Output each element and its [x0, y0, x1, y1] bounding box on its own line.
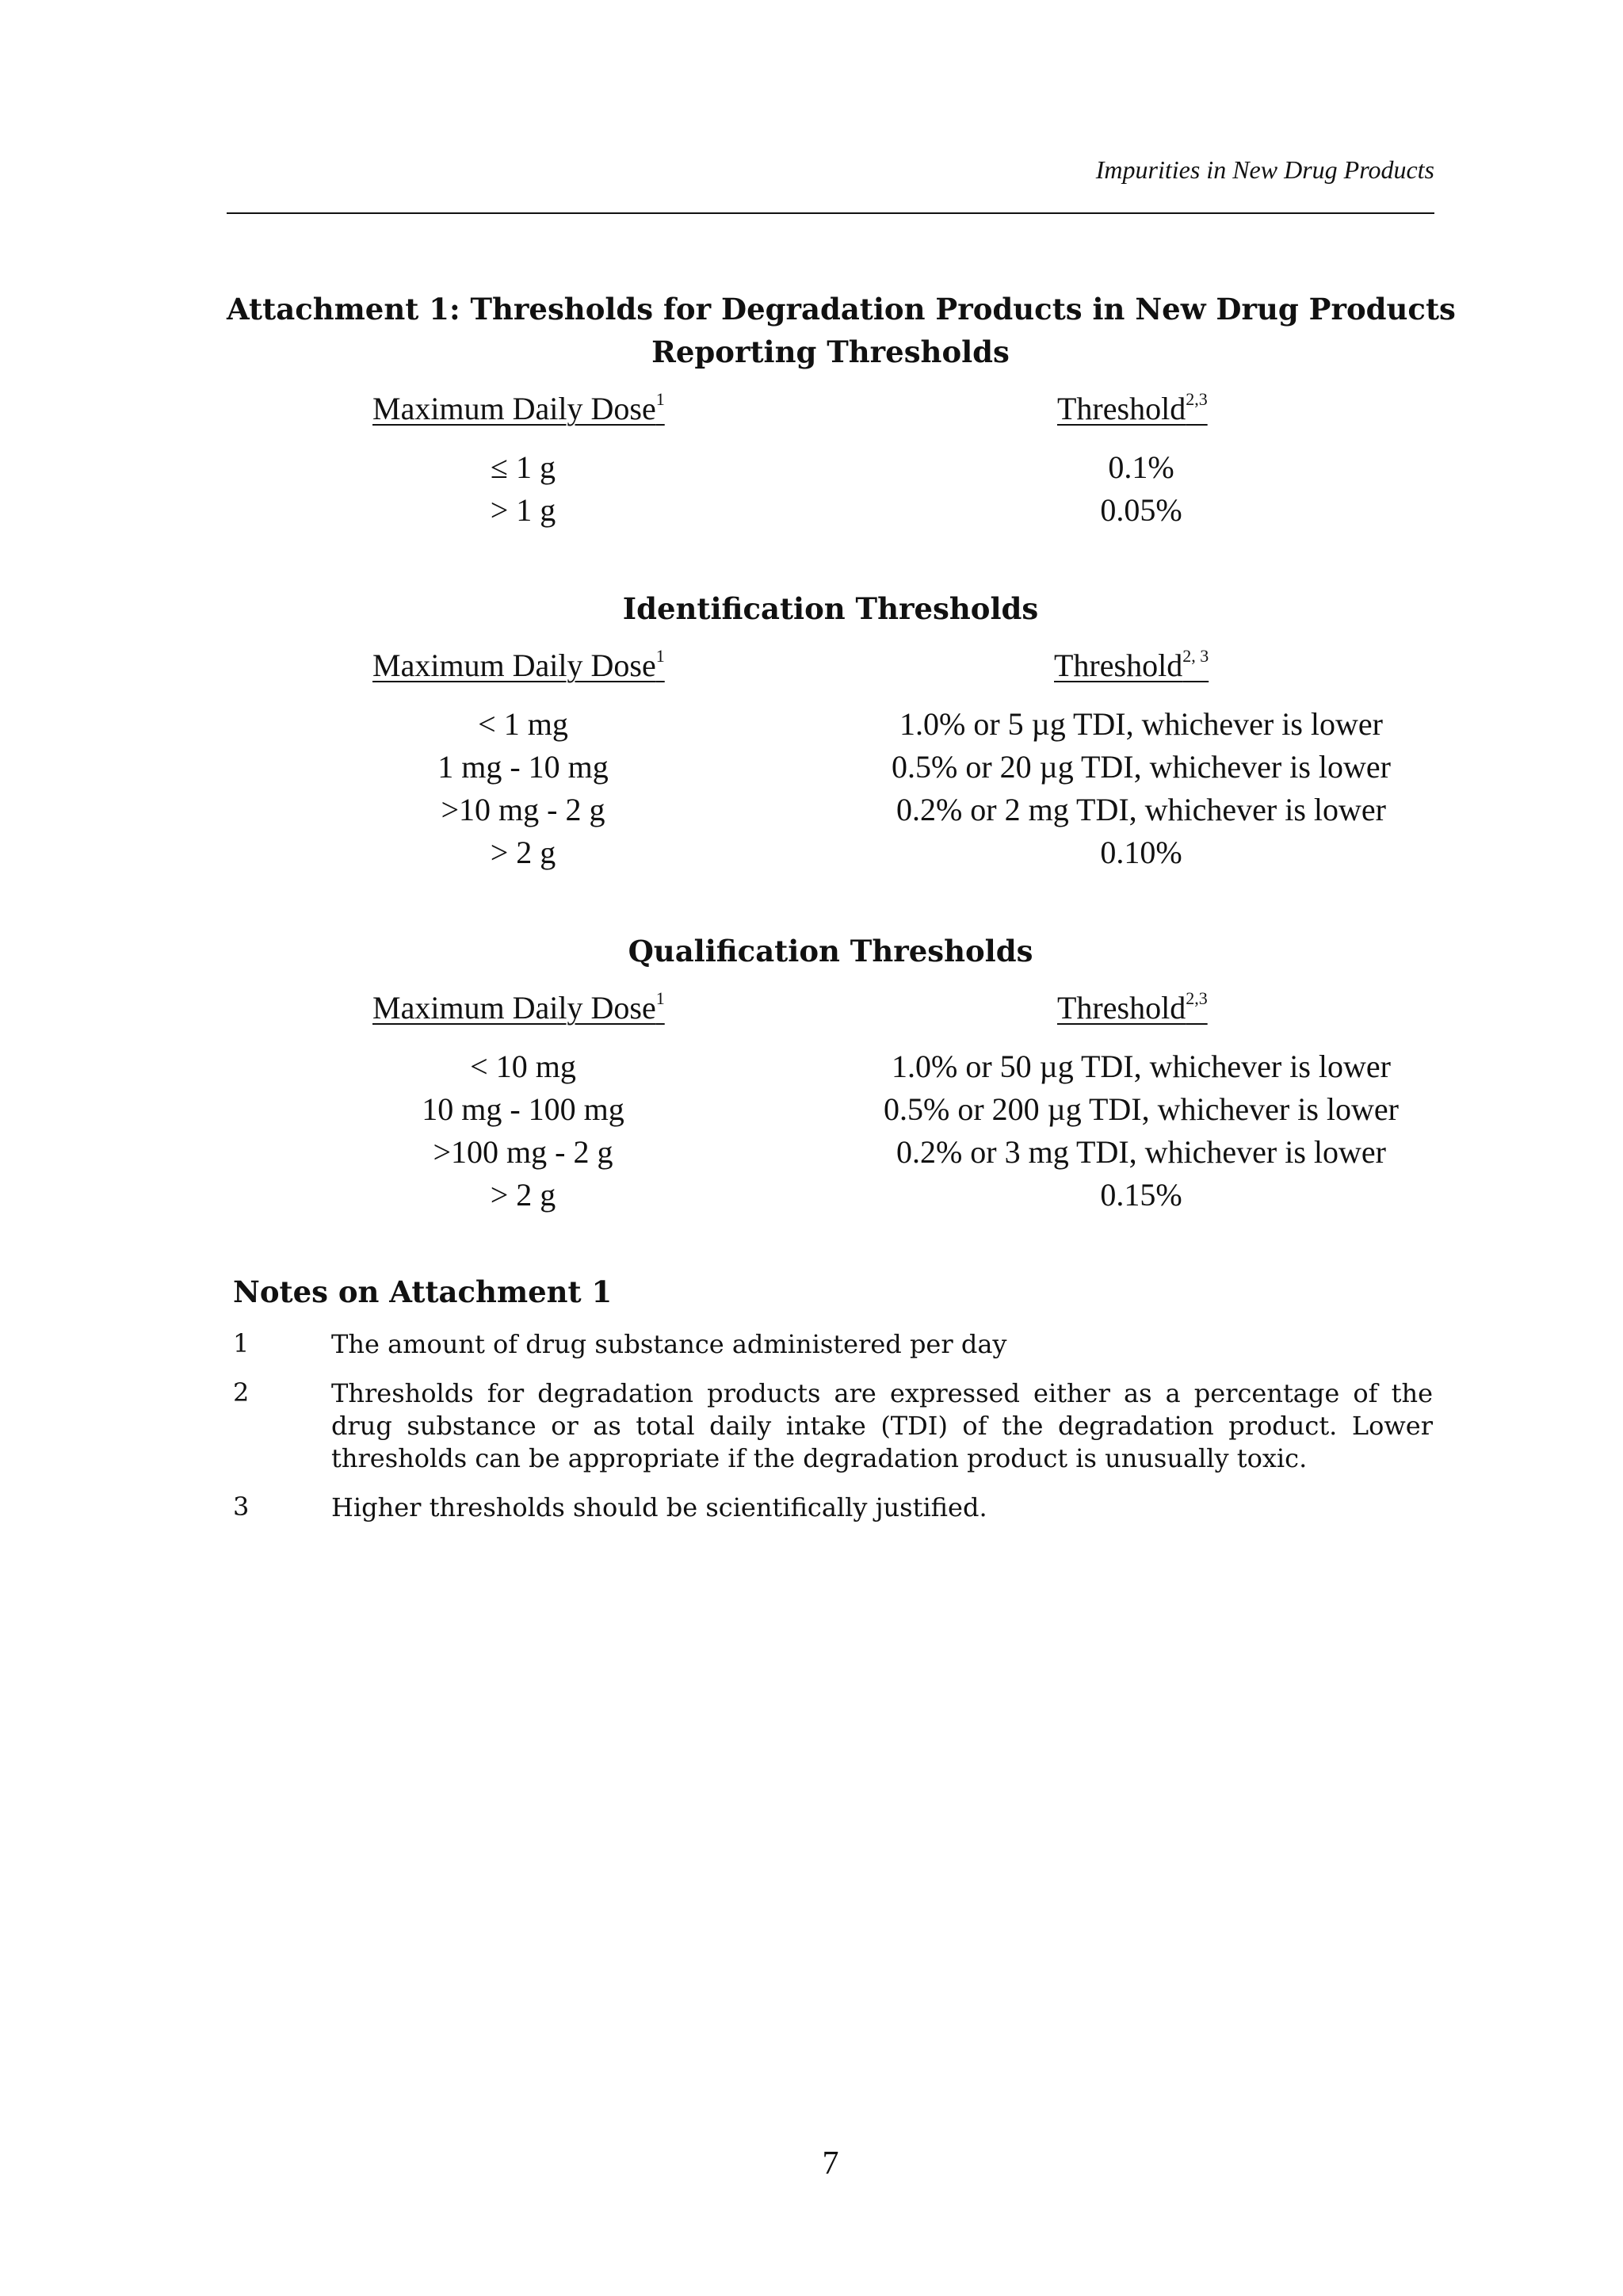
qualification-dose-header: Maximum Daily Dose$^1$	[372, 988, 665, 1026]
identification-threshold-cell: 0.2% or 2 mg TDI, whichever is lower	[896, 792, 1386, 827]
reporting-title: Reporting Thresholds	[651, 334, 1010, 369]
reporting-threshold-cell: 0.05%	[1100, 492, 1182, 528]
note-number: 2	[233, 1377, 250, 1408]
identification-threshold-cell: 0.10%	[1100, 835, 1182, 870]
qualification-title: Qualification Thresholds	[628, 934, 1033, 968]
reporting-dose-header: Maximum Daily Dose$^1$	[372, 389, 665, 426]
attachment-title: Attachment 1: Thresholds for Degradation Products in New Drug Products	[227, 292, 1456, 327]
reporting-dose-cell: > 1 g	[490, 492, 556, 528]
note-text: Higher thresholds should be scientifically justified.	[331, 1492, 987, 1522]
identification-threshold-cell: 1.0% or 5 µg TDI, whichever is lower	[899, 706, 1383, 742]
reporting-dose-cell: ≤ 1 g	[491, 449, 556, 485]
identification-dose-cell: 1 mg - 10 mg	[437, 749, 609, 785]
note-number: 1	[233, 1328, 250, 1358]
reporting-threshold-cell: 0.1%	[1108, 449, 1174, 485]
identification-dose-header: Maximum Daily Dose$^1$	[372, 646, 665, 683]
running-header: Impurities in New Drug Products	[1095, 155, 1434, 184]
qualification-threshold-cell: 1.0% or 50 µg TDI, whichever is lower	[892, 1049, 1391, 1084]
identification-threshold-header: Threshold$^{2, 3}$	[1054, 646, 1209, 683]
note-number: 3	[233, 1492, 250, 1522]
qualification-dose-cell: >100 mg - 2 g	[433, 1134, 613, 1170]
identification-threshold-cell: 0.5% or 20 µg TDI, whichever is lower	[892, 749, 1391, 785]
identification-dose-cell: < 1 mg	[478, 706, 568, 742]
reporting-threshold-header: Threshold$^{2,3}$	[1057, 389, 1208, 426]
note-text: The amount of drug substance administered per day	[331, 1329, 1007, 1359]
identification-dose-cell: >10 mg - 2 g	[441, 792, 605, 827]
identification-title: Identification Thresholds	[622, 591, 1039, 626]
note-text: Thresholds for degradation products are expressed either as a percentage of the drug substance or as total daily intake (TDI) of the degradation product. Lower thresholds can be appropriate if the degradation product is unusually toxic.	[331, 1378, 1433, 1473]
qualification-threshold-header: Threshold$^{2,3}$	[1057, 988, 1208, 1026]
qualification-threshold-cell: 0.15%	[1100, 1177, 1182, 1213]
qualification-dose-cell: > 2 g	[490, 1177, 556, 1213]
qualification-threshold-cell: 0.5% or 200 µg TDI, whichever is lower	[884, 1091, 1399, 1127]
page-number: 7	[822, 2145, 839, 2182]
header-rule	[227, 212, 1434, 214]
identification-dose-cell: > 2 g	[490, 835, 556, 870]
qualification-dose-cell: 10 mg - 100 mg	[422, 1091, 624, 1127]
qualification-dose-cell: < 10 mg	[470, 1049, 576, 1084]
qualification-threshold-cell: 0.2% or 3 mg TDI, whichever is lower	[896, 1134, 1386, 1170]
notes-heading: Notes on Attachment 1	[233, 1274, 613, 1309]
